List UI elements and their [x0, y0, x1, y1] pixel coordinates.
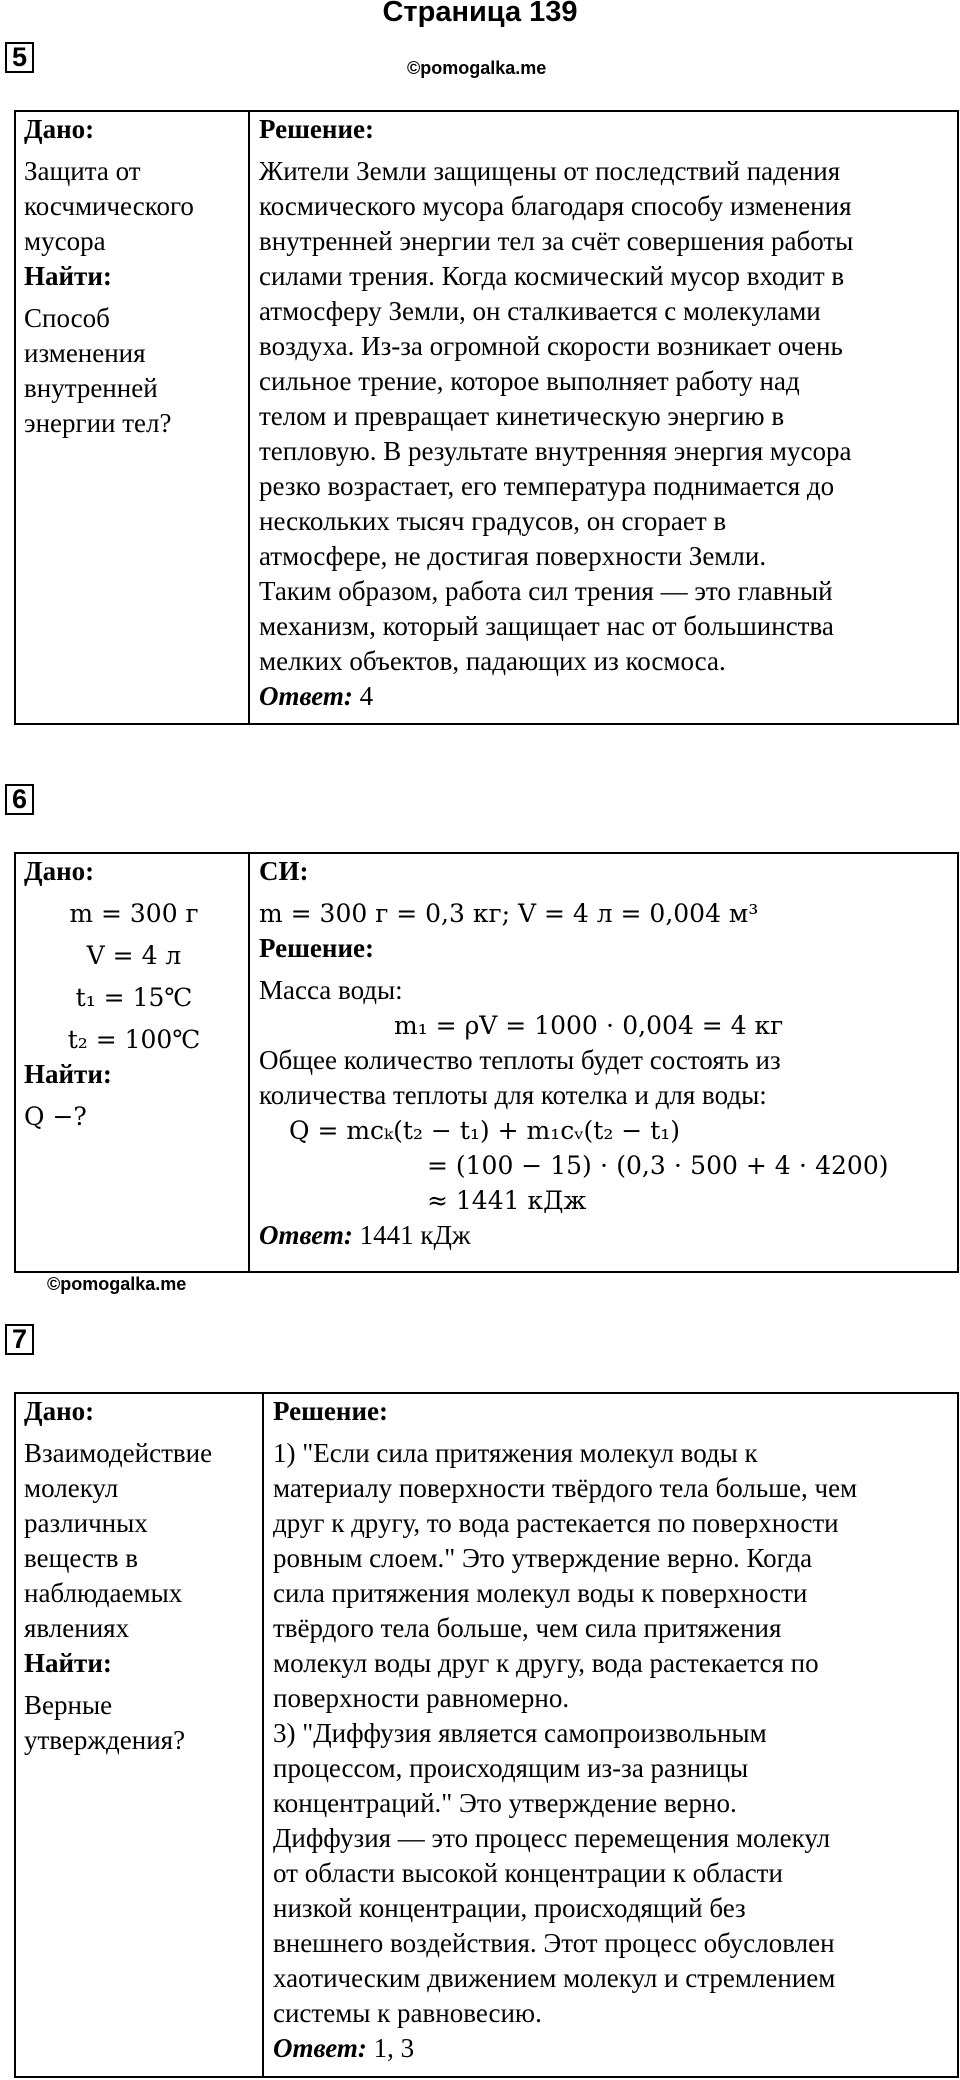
solution-line: молекул воды друг к другу, вода растекается по — [273, 1648, 819, 1678]
given-column — [24, 854, 244, 1134]
solution-label: Решение: — [259, 933, 374, 963]
given-line: мусора — [24, 226, 106, 256]
solution-line: друг к другу, то вода растекается по поверхности — [273, 1508, 839, 1538]
solution-line: механизм, который защищает нас от большинства — [259, 611, 834, 641]
given-line: m = 300 г — [69, 899, 199, 928]
find-label: Найти: — [24, 1648, 112, 1678]
solution-line: ровным слоем." Это утверждение верно. Когда — [273, 1543, 813, 1573]
solution-line: атмосферу Земли, он сталкивается с молекулами — [259, 296, 821, 326]
find-label: Найти: — [24, 1059, 112, 1089]
solution-line: Таким образом, работа сил трения — это главный — [259, 576, 833, 606]
given-label: Дано: — [24, 1396, 95, 1426]
solution-line: количества теплоты для котелка и для воды: — [259, 1080, 767, 1110]
given-label: Дано: — [24, 114, 95, 144]
answer-value: 1, 3 — [366, 2033, 415, 2063]
find-label: Найти: — [24, 261, 112, 291]
solution-line: твёрдого тела больше, чем сила притяжения — [273, 1613, 782, 1643]
solution-line: низкой концентрации, происходящий без — [273, 1893, 746, 1923]
solution-line: концентраций." Это утверждение верно. — [273, 1788, 737, 1818]
given-line: косчмического — [24, 191, 194, 221]
solution-line: Масса воды: — [259, 975, 403, 1005]
given-line: наблюдаемых — [24, 1578, 183, 1608]
watermark: ©pomogalka.me — [407, 58, 547, 78]
given-line: t₁ = 15℃ — [75, 983, 193, 1012]
find-line: изменения — [24, 338, 146, 368]
solution-line: сила притяжения молекул воды к поверхности — [273, 1578, 808, 1608]
solution-line: воздуха. Из-за огромной скорости возникает очень — [259, 331, 843, 361]
find-line: энергии тел? — [24, 408, 172, 438]
column-divider — [248, 854, 250, 1271]
solution-line: поверхности равномерно. — [273, 1683, 570, 1713]
column-divider — [248, 112, 250, 723]
answer-line — [273, 2031, 949, 2066]
formula-line: m₁ = ρV = 1000 ⋅ 0,004 = 4 кг — [394, 1011, 784, 1040]
solution-line: телом и превращает кинетическую энергию в — [259, 401, 785, 431]
solution-line: тепловую. В результате внутренняя энергия мусора — [259, 436, 852, 466]
solution-column — [273, 1394, 949, 2066]
given-line: явлениях — [24, 1613, 130, 1643]
find-line: Q −? — [24, 1102, 87, 1131]
task5-table — [14, 110, 959, 725]
solution-line: процессом, происходящим из-за разницы — [273, 1753, 749, 1783]
task-number-badge: 5 — [5, 42, 34, 73]
find-line: Способ — [24, 303, 110, 333]
solution-line: от области высокой концентрации к области — [273, 1858, 783, 1888]
solution-line: резко возрастает, его температура поднимается до — [259, 471, 835, 501]
find-line: Верные — [24, 1690, 113, 1720]
task-number-badge: 7 — [5, 1324, 34, 1355]
watermark: ©pomogalka.me — [47, 1274, 187, 1294]
given-line: t₂ = 100℃ — [67, 1025, 201, 1054]
solution-line: космического мусора благодаря способу изменения — [259, 191, 852, 221]
task7-table — [14, 1392, 959, 2078]
solution-line: хаотическим движением молекул и стремлением — [273, 1963, 836, 1993]
given-line: веществ в — [24, 1543, 139, 1573]
given-column — [24, 112, 244, 441]
solution-column — [259, 112, 949, 714]
solution-line: Диффузия — это процесс перемещения молекул — [273, 1823, 831, 1853]
task6-table — [14, 852, 959, 1273]
given-line: Взаимодействие — [24, 1438, 213, 1468]
solution-line: Жители Земли защищены от последствий падения — [259, 156, 841, 186]
column-divider — [262, 1394, 264, 2076]
solution-line: мелких объектов, падающих из космоса. — [259, 646, 726, 676]
formula-line: = (100 − 15) ⋅ (0,3 ⋅ 500 + 4 ⋅ 4200) — [427, 1151, 889, 1180]
solution-line: Общее количество теплоты будет состоять из — [259, 1045, 781, 1075]
formula-line: Q = mcₖ(t₂ − t₁) + m₁cᵥ(t₂ − t₁) — [289, 1116, 681, 1145]
si-label: СИ: — [259, 856, 309, 886]
find-line: внутренней — [24, 373, 158, 403]
task-number-badge: 6 — [5, 784, 34, 815]
solution-line: нескольких тысяч градусов, он сгорает в — [259, 506, 727, 536]
answer-label: Ответ: — [259, 1220, 353, 1250]
page-title: Страница 139 — [382, 0, 578, 28]
solution-line: внешнего воздействия. Этот процесс обусловлен — [273, 1928, 835, 1958]
answer-label: Ответ: — [259, 681, 353, 711]
solution-line: атмосфере, не достигая поверхности Земли. — [259, 541, 767, 571]
solution-label: Решение: — [259, 114, 374, 144]
find-line: утверждения? — [24, 1725, 186, 1755]
formula-line: ≈ 1441 кДж — [427, 1186, 587, 1215]
given-line: различных — [24, 1508, 148, 1538]
solution-line: системы к равновесию. — [273, 1998, 542, 2028]
answer-line — [259, 679, 949, 714]
answer-line — [259, 1218, 949, 1253]
given-column — [24, 1394, 260, 1758]
solution-label: Решение: — [273, 1396, 388, 1426]
given-line: молекул — [24, 1473, 119, 1503]
answer-label: Ответ: — [273, 2033, 367, 2063]
solution-line: внутренней энергии тел за счёт совершения работы — [259, 226, 854, 256]
solution-line: сильное трение, которое выполняет работу над — [259, 366, 800, 396]
answer-value: 4 — [352, 681, 374, 711]
given-line: V = 4 л — [86, 941, 182, 970]
given-line: Защита от — [24, 156, 141, 186]
answer-value: 1441 кДж — [352, 1220, 471, 1250]
solution-line: силами трения. Когда космический мусор входит в — [259, 261, 845, 291]
solution-line: 1) "Если сила притяжения молекул воды к — [273, 1438, 758, 1468]
solution-line: 3) "Диффузия является самопроизвольным — [273, 1718, 767, 1748]
given-label: Дано: — [24, 856, 95, 886]
solution-column — [259, 854, 949, 1253]
si-line: m = 300 г = 0,3 кг; V = 4 л = 0,004 м³ — [259, 899, 759, 928]
solution-line: материалу поверхности твёрдого тела больше, чем — [273, 1473, 858, 1503]
